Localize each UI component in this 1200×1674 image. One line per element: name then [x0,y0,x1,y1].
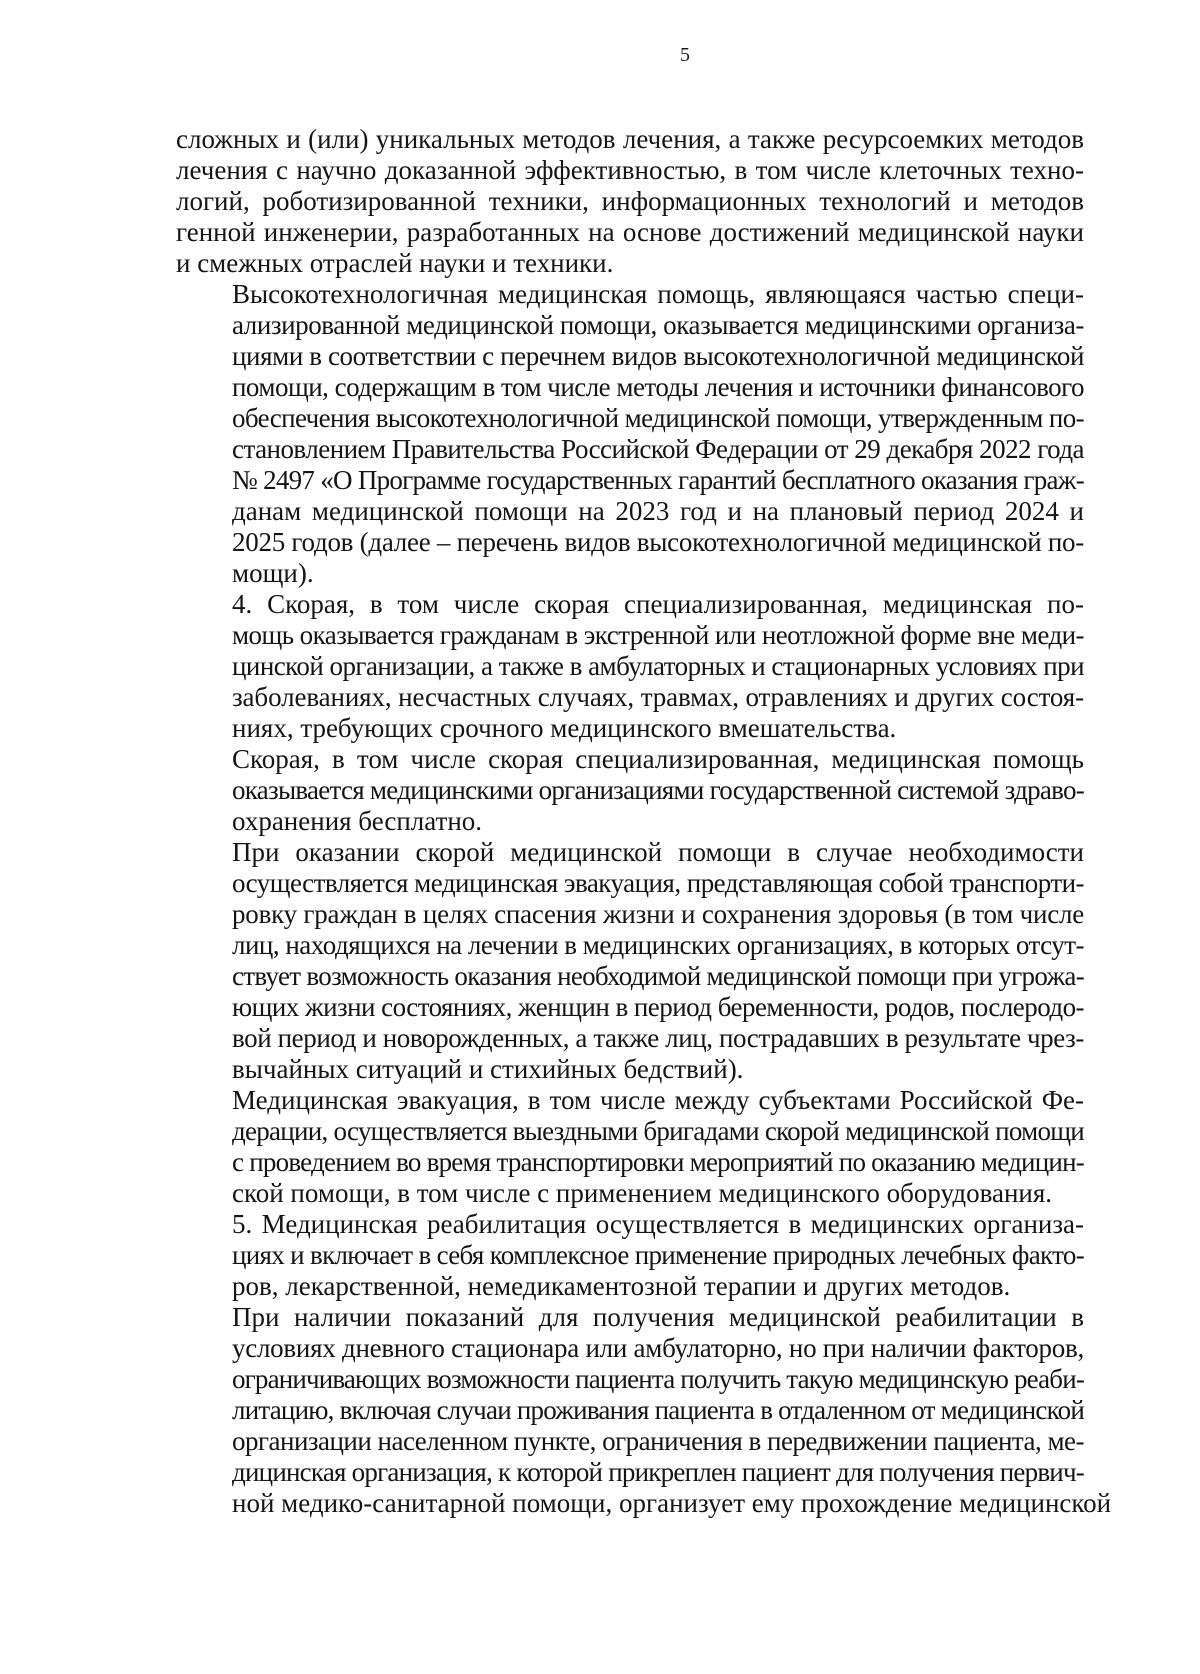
text-line: вой период и новорожденных, а также лиц, пострадавших в результате чрез- [232,1023,1084,1053]
paragraph [176,589,1084,744]
text-line: ниях, требующих срочного медицинского вмешательства. [232,713,897,743]
text-line: Высокотехнологичная медицинская помощь, являющаяся частью специ- [232,279,1084,309]
text-line: ющих жизни состояниях, женщин в период беременности, родов, послеродо- [232,992,1084,1022]
text-line: циях и включает в себя комплексное применение природных лечебных факто- [232,1240,1084,1270]
text-line: охранения бесплатно. [232,806,483,836]
paragraph [176,744,1084,837]
text-line: 2025 годов (далее – перечень видов высокотехнологичной медицинской по- [232,527,1084,557]
page-number: 5 [680,44,690,66]
text-line: 4. Скорая, в том числе скорая специализированная, медицинская по- [232,589,1084,619]
text-line: ровку граждан в целях спасения жизни и сохранения здоровья (в том числе [232,899,1084,929]
text-line: заболеваниях, несчастных случаях, травмах, отравлениях и других состоя- [232,682,1084,712]
text-line: мощи). [232,558,314,588]
text-line: с проведением во время транспортировки мероприятий по оказанию медицин- [232,1147,1084,1177]
text-line: генной инженерии, разработанных на основе достижений медицинской науки [176,217,1084,247]
text-line: оказывается медицинскими организациями государственной системой здраво- [232,775,1084,805]
text-line: ализированной медицинской помощи, оказывается медицинскими организа- [232,310,1084,340]
text-line: осуществляется медицинская эвакуация, представляющая собой транспорти- [232,868,1084,898]
text-line: лечения с научно доказанной эффективностью, в том числе клеточных техно- [176,155,1084,185]
document-body [176,124,1112,1519]
text-line: помощи, содержащим в том числе методы лечения и источники финансового [232,372,1084,402]
text-line: ограничивающих возможности пациента получить такую медицинскую реаби- [232,1364,1084,1394]
text-line: мощь оказывается гражданам в экстренной или неотложной форме вне меди- [232,620,1084,650]
paragraph [176,279,1084,589]
text-line: цинской организации, а также в амбулаторных и стационарных условиях при [232,651,1084,681]
paragraph [176,124,1084,279]
text-line: обеспечения высокотехнологичной медицинской помощи, утвержденным по- [232,403,1084,433]
text-line: ров, лекарственной, немедикаментозной терапии и других методов. [232,1271,1011,1301]
paragraph [176,837,1084,1085]
text-line: лиц, находящихся на лечении в медицинских организациях, в которых отсут- [232,930,1084,960]
text-line: логий, роботизированной техники, информационных технологий и методов [176,186,1084,216]
text-line: ской помощи, в том числе с применением медицинского оборудования. [232,1178,1053,1208]
text-line: Скорая, в том числе скорая специализированная, медицинская помощь [232,744,1084,774]
text-line: Медицинская эвакуация, в том числе между субъектами Российской Фе- [232,1085,1084,1115]
text-line: циями в соответствии с перечнем видов высокотехнологичной медицинской [232,341,1084,371]
paragraph [176,1085,1084,1209]
paragraph [176,1209,1084,1302]
text-line: сложных и (или) уникальных методов лечения, а также ресурсоемких методов [176,124,1084,154]
text-line: № 2497 «О Программе государственных гарантий бесплатного оказания граж- [232,465,1084,495]
text-line: становлением Правительства Российской Федерации от 29 декабря 2022 года [232,434,1084,464]
text-line: ной медико-санитарной помощи, организует ему прохождение медицинской [232,1488,1112,1518]
text-line: ствует возможность оказания необходимой медицинской помощи при угрожа- [232,961,1084,991]
text-line: литацию, включая случаи проживания пациента в отдаленном от медицинской [232,1395,1084,1425]
text-line: и смежных отраслей науки и техники. [176,248,614,278]
text-line: При оказании скорой медицинской помощи в случае необходимости [232,837,1084,867]
text-line: дерации, осуществляется выездными бригадами скорой медицинской помощи [232,1116,1084,1146]
text-line: 5. Медицинская реабилитация осуществляется в медицинских организа- [232,1209,1084,1239]
text-line: При наличии показаний для получения медицинской реабилитации в [232,1302,1084,1332]
text-line: вычайных ситуаций и стихийных бедствий). [232,1054,744,1084]
text-line: данам медицинской помощи на 2023 год и на плановый период 2024 и [232,496,1084,526]
text-line: организации населенном пункте, ограничения в передвижении пациента, ме- [232,1426,1084,1456]
text-line: дицинская организация, к которой прикреплен пациент для получения первич- [232,1457,1084,1487]
paragraph [176,1302,1112,1519]
text-line: условиях дневного стационара или амбулаторно, но при наличии факторов, [232,1333,1084,1363]
